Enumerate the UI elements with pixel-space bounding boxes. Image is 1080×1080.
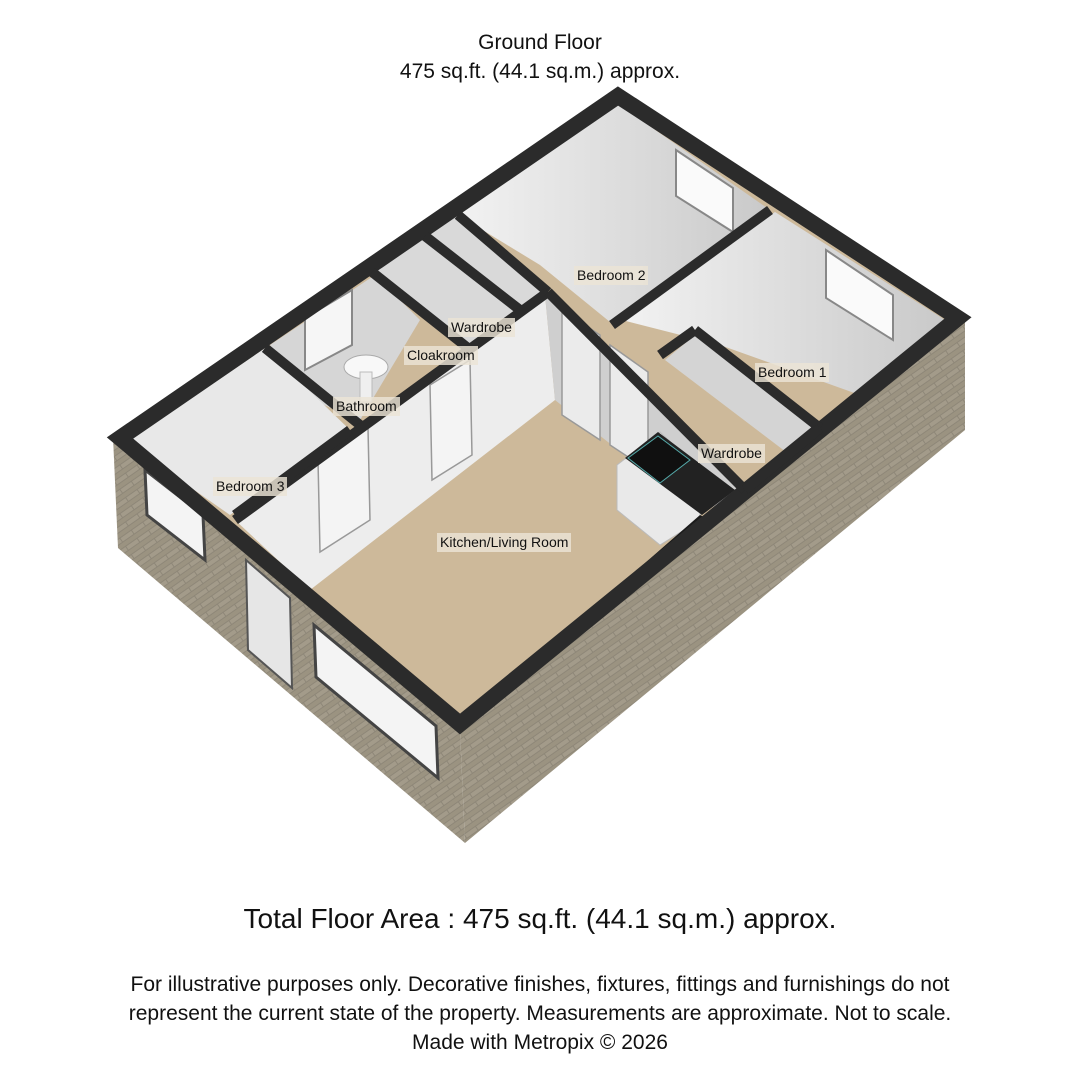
room-label-bathroom: Bathroom [333,397,400,416]
disclaimer-line-3: Made with Metropix © 2026 [412,1031,668,1054]
total-floor-area: Total Floor Area : 475 sq.ft. (44.1 sq.m.) approx. [243,903,837,934]
disclaimer-line-2: represent the current state of the property. Measurements are approximate. Not to scale. [128,1002,952,1025]
room-label-bedroom-2: Bedroom 2 [574,266,648,285]
disclaimer [0,970,1080,1057]
floor-name: Ground Floor [478,31,602,54]
room-label-cloakroom: Cloakroom [404,346,478,365]
room-label-bedroom-1: Bedroom 1 [755,363,829,382]
disclaimer-line-1: For illustrative purposes only. Decorative finishes, fixtures, fittings and furnishings do not [130,973,950,996]
room-label-bedroom-3: Bedroom 3 [213,477,287,496]
room-label-wardrobe-right: Wardrobe [698,444,765,463]
room-label-kitchen-living: Kitchen/Living Room [437,533,571,552]
floor-area: 475 sq.ft. (44.1 sq.m.) approx. [399,60,681,83]
room-label-wardrobe-top: Wardrobe [448,318,515,337]
